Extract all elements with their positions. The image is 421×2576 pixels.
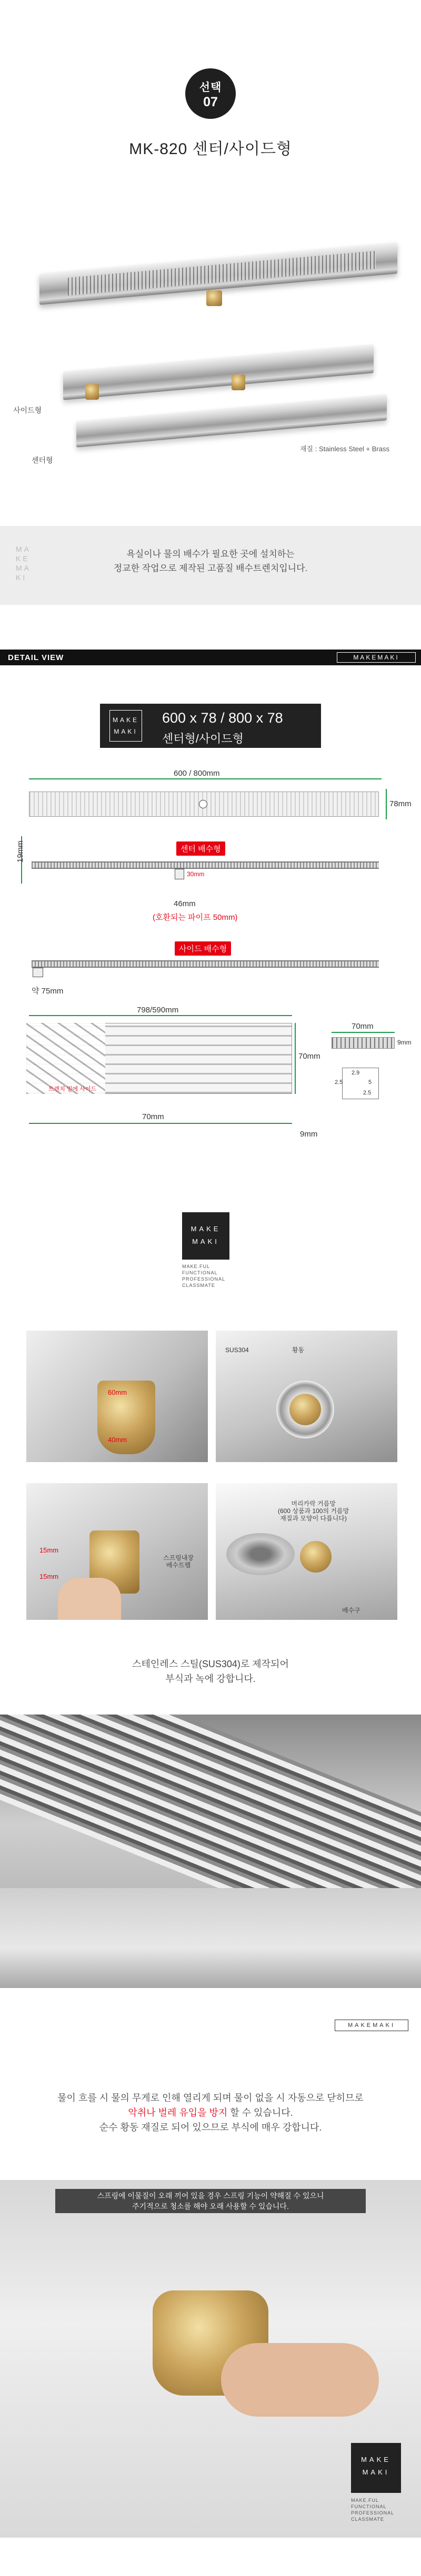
drain-port-label: 배수구 <box>342 1607 360 1614</box>
section-drawing <box>332 1037 395 1049</box>
hair-note-line: 재질과 모양이 다릅니다) <box>280 1515 347 1522</box>
dim-60: 60mm <box>108 1388 127 1396</box>
intro-text <box>0 547 421 575</box>
brand-tagline-bottom <box>351 2497 394 2522</box>
brand-part: MA <box>16 564 31 572</box>
detail-view-bar <box>0 650 421 665</box>
side-outlet-1 <box>85 384 99 400</box>
center-drain-outlet <box>206 290 222 306</box>
makemaki-box: MAKEMAKI <box>335 2020 408 2031</box>
logo-line: MAKI <box>362 2468 390 2476</box>
side-outlet-2 <box>232 374 245 390</box>
dim-line-plan <box>29 1015 292 1016</box>
spring-note <box>163 1554 194 1569</box>
dim-2-5a: 2.5 <box>335 1079 343 1086</box>
photo-grate-closeup <box>0 1715 421 1988</box>
tagline-line: FUNCTIONAL <box>351 2504 387 2509</box>
warning-text <box>55 2190 366 2212</box>
dim-line-plan-70b <box>29 1123 292 1124</box>
plan-diagonal <box>26 1023 105 1094</box>
brand-part: MA <box>16 545 31 553</box>
model-title: MK-820 센터/사이드형 <box>129 140 292 158</box>
caption-line: 순수 황동 재질로 되어 있으므로 부식에 매우 강합니다. <box>99 2122 322 2133</box>
center-drain-label: 센터 배수형 <box>176 841 225 856</box>
dim-19: 19mm <box>16 840 25 863</box>
brand-part: KI <box>16 573 27 582</box>
detail-drawing <box>342 1068 379 1099</box>
caption-line: 물이 흐를 시 물의 무게로 인해 열리게 되며 물이 없을 시 자동으로 닫히므로 <box>57 2093 364 2103</box>
dimension-title: 600 x 78 / 800 x 78 <box>162 710 283 726</box>
dim-46: 46mm <box>174 899 196 908</box>
center-pipe <box>175 869 184 879</box>
dim-line-plan-70 <box>295 1023 296 1094</box>
logo-line: MAKE <box>191 1225 221 1233</box>
hair-note-line: (600 상품과 100의 거름망 <box>278 1507 349 1515</box>
dim-section-70: 70mm <box>352 1022 374 1031</box>
label-side-type: 사이드형 <box>13 406 42 414</box>
hair-filter-note <box>278 1500 349 1522</box>
option-badge <box>185 68 236 119</box>
tagline-line: MAKE.FUL <box>351 2498 379 2503</box>
tagline-line: PROFESSIONAL <box>351 2510 395 2516</box>
brand-logo <box>109 710 142 742</box>
side-pipe <box>33 968 43 977</box>
dim-2-5b: 2.5 <box>363 1090 372 1096</box>
tagline-line: CLASSMATE <box>182 1283 215 1288</box>
dim-15b: 15mm <box>39 1573 59 1580</box>
dimension-subtitle: 센터형/사이드형 <box>162 732 244 745</box>
brand-logo-bottom <box>351 2443 401 2493</box>
tagline-line: CLASSMATE <box>351 2517 384 2522</box>
material-note: 재질 : Stainless Steel + Brass <box>300 445 389 453</box>
spring-note-line: 배수트랩 <box>166 1561 191 1569</box>
caption-line: 스테인레스 스틸(SUS304)로 제작되어 <box>132 1659 289 1669</box>
dim-75: 약 75mm <box>32 987 64 996</box>
tagline-line: FUNCTIONAL <box>182 1270 218 1275</box>
warning-line: 스프링에 이물질이 오래 끼어 있을 경우 스프링 기능이 약해질 수 있으니 <box>97 2192 324 2200</box>
dim-line-section-70 <box>332 1032 395 1033</box>
intro-line: 욕실이나 물의 배수가 필요한 곳에 설치하는 <box>126 549 295 559</box>
caption-brass-trap <box>0 2091 421 2135</box>
dim-5: 5 <box>368 1079 372 1086</box>
dim-plan-length: 798/590mm <box>137 1006 179 1015</box>
pipe-compat-note: (호환되는 파이프 50mm) <box>153 913 238 922</box>
dim-2-9: 2.9 <box>352 1070 360 1076</box>
dim-line-78 <box>386 789 387 819</box>
logo-line: MAKE <box>361 2456 391 2463</box>
warning-line: 주기적으로 청소를 해야 오래 사용할 수 있습니다. <box>132 2202 289 2210</box>
side-drain-grate <box>63 344 374 400</box>
logo-line: MAKI <box>192 1238 219 1245</box>
side-drain-grate-lower <box>76 394 387 448</box>
drain-note: 트렌치 밑에 사이드 <box>48 1086 97 1092</box>
center-outlet-mark <box>199 800 207 808</box>
label-center-type: 센터형 <box>32 456 53 464</box>
tagline-line: MAKE.FUL <box>182 1264 210 1269</box>
spring-note-line: 스프링내장 <box>163 1554 194 1561</box>
brass-label: 황동 <box>292 1346 305 1354</box>
detail-brand: MAKEMAKI <box>337 652 416 663</box>
dim-plan-70: 70mm <box>298 1052 320 1061</box>
side-profile <box>32 960 379 968</box>
sus304-label: SUS304 <box>225 1346 249 1354</box>
brand-part: KE <box>16 554 30 563</box>
side-drain-label: 사이드 배수형 <box>175 941 231 956</box>
center-profile <box>32 861 379 869</box>
caption-stainless <box>0 1657 421 1686</box>
tagline-line: PROFESSIONAL <box>182 1276 226 1282</box>
dim-78: 78mm <box>389 799 412 808</box>
dim-line-length <box>29 778 382 779</box>
caption-text: 할 수 있습니다. <box>230 2107 293 2118</box>
dim-section-9: 9mm <box>397 1039 412 1046</box>
caption-highlight: 악취나 벌레 유입을 방지 <box>128 2107 228 2118</box>
intro-line: 정교한 작업으로 제작된 고품질 배수트렌치입니다. <box>113 563 308 573</box>
detail-view-title: DETAIL VIEW <box>8 653 64 662</box>
logo-line: MAKE <box>112 716 139 724</box>
dim-length: 600 / 800mm <box>174 769 220 778</box>
hair-note-line: 머리카락 거름망 <box>291 1500 336 1507</box>
dim-plan-70-bottom: 70mm <box>142 1112 164 1121</box>
dim-30: 30mm <box>187 870 205 878</box>
dim-40: 40mm <box>108 1436 127 1444</box>
dimension-header <box>100 704 321 748</box>
caption-line: 부식과 녹에 강합니다. <box>165 1674 256 1684</box>
dim-plan-9: 9mm <box>300 1130 318 1139</box>
caption-line-2 <box>0 2105 421 2120</box>
logo-line: MAKI <box>114 728 138 735</box>
badge-label: 선택 <box>199 82 222 94</box>
badge-number: 07 <box>203 95 218 109</box>
brand-tagline <box>182 1263 225 1289</box>
dim-15a: 15mm <box>39 1546 59 1554</box>
brand-logo-small <box>182 1212 229 1260</box>
